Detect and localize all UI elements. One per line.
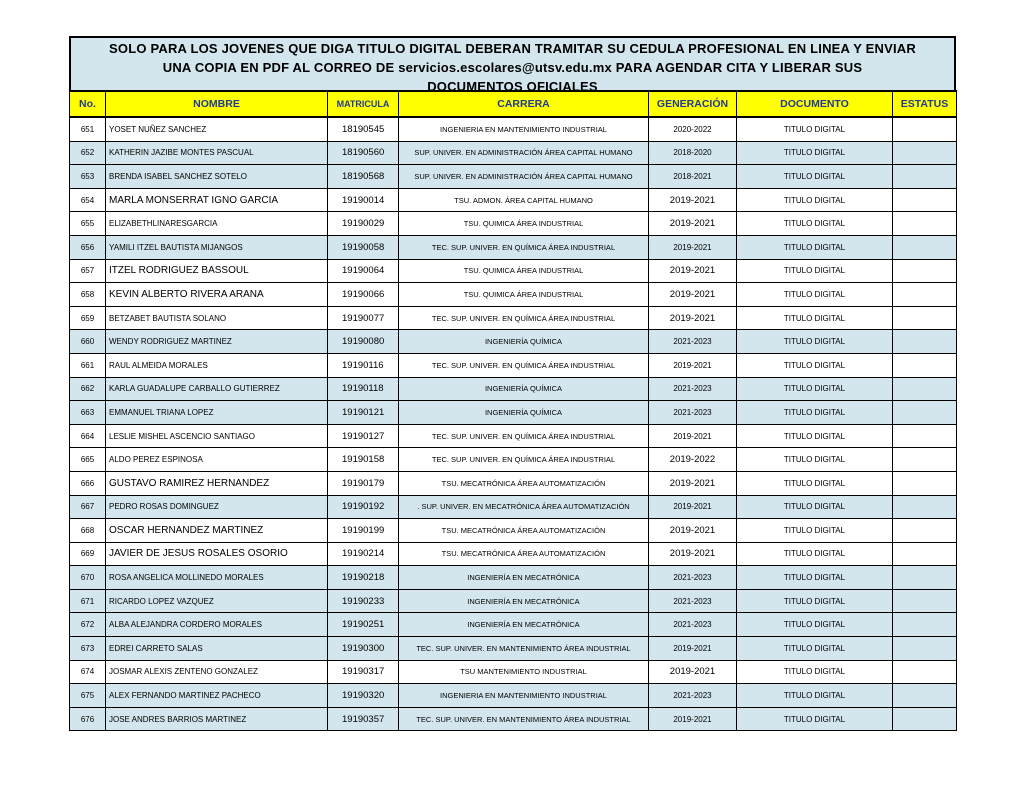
cell-matricula: 19190179 [328,471,399,495]
cell-carrera: TSU. QUIMICA ÁREA INDUSTRIAL [399,259,649,283]
cell-generacion: 2019-2021 [649,283,737,307]
notice-line-3: DOCUMENTOS OFICIALES [427,79,598,90]
cell-documento: TITULO DIGITAL [737,471,893,495]
cell-no: 655 [70,212,106,236]
table-row [70,707,957,731]
table-row [70,188,957,212]
cell-carrera: TSU. QUIMICA ÁREA INDUSTRIAL [399,212,649,236]
cell-documento: TITULO DIGITAL [737,401,893,425]
cell-matricula: 19190118 [328,377,399,401]
cell-carrera: INGENIERÍA EN MECATRÓNICA [399,566,649,590]
cell-nombre: RAUL ALMEIDA MORALES [106,353,328,377]
cell-generacion: 2019-2021 [649,519,737,543]
cell-carrera: TEC. SUP. UNIVER. EN QUÍMICA ÁREA INDUSTRIAL [399,353,649,377]
cell-documento: TITULO DIGITAL [737,306,893,330]
cell-nombre: ROSA ANGELICA MOLLINEDO MORALES [106,566,328,590]
cell-no: 671 [70,589,106,613]
cell-estatus [893,542,957,566]
cell-documento: TITULO DIGITAL [737,117,893,141]
cell-matricula: 19190317 [328,660,399,684]
cell-estatus [893,637,957,661]
table-row [70,259,957,283]
cell-documento: TITULO DIGITAL [737,566,893,590]
cell-documento: TITULO DIGITAL [737,212,893,236]
cell-nombre: BETZABET BAUTISTA SOLANO [106,306,328,330]
table-row [70,660,957,684]
table-row [70,566,957,590]
cell-matricula: 19190064 [328,259,399,283]
cell-generacion: 2019-2021 [649,424,737,448]
cell-matricula: 19190233 [328,589,399,613]
table-row [70,212,957,236]
notice-banner [69,36,956,90]
cell-no: 664 [70,424,106,448]
cell-nombre: YAMILI ITZEL BAUTISTA MIJANGOS [106,235,328,259]
cell-no: 673 [70,637,106,661]
table-row [70,519,957,543]
cell-documento: TITULO DIGITAL [737,377,893,401]
cell-generacion: 2019-2021 [649,707,737,731]
cell-generacion: 2019-2021 [649,235,737,259]
table-row [70,283,957,307]
cell-matricula: 19190251 [328,613,399,637]
table-row [70,589,957,613]
cell-generacion: 2019-2021 [649,259,737,283]
cell-carrera: . SUP. UNIVER. EN MECATRÓNICA ÁREA AUTOMATIZACIÓN [399,495,649,519]
cell-no: 656 [70,235,106,259]
cell-documento: TITULO DIGITAL [737,707,893,731]
cell-estatus [893,589,957,613]
cell-no: 653 [70,165,106,189]
header-matricula: MATRICULA [328,91,399,117]
cell-generacion: 2019-2021 [649,637,737,661]
cell-estatus [893,259,957,283]
cell-carrera: TSU. MECATRÓNICA ÁREA AUTOMATIZACIÓN [399,471,649,495]
cell-carrera: TEC. SUP. UNIVER. EN QUÍMICA ÁREA INDUSTRIAL [399,235,649,259]
table-row [70,117,957,141]
cell-no: 662 [70,377,106,401]
cell-carrera: INGENIERIA EN MANTENIMIENTO INDUSTRIAL [399,117,649,141]
cell-generacion: 2021-2023 [649,613,737,637]
cell-estatus [893,495,957,519]
cell-generacion: 2019-2021 [649,306,737,330]
cell-matricula: 18190560 [328,141,399,165]
cell-generacion: 2019-2021 [649,188,737,212]
cell-nombre: GUSTAVO RAMIREZ HERNANDEZ [106,471,328,495]
cell-generacion: 2021-2023 [649,589,737,613]
cell-estatus [893,306,957,330]
cell-documento: TITULO DIGITAL [737,353,893,377]
table-row [70,353,957,377]
cell-estatus [893,566,957,590]
cell-estatus [893,165,957,189]
cell-no: 674 [70,660,106,684]
table-body [70,117,957,731]
cell-no: 652 [70,141,106,165]
table-row [70,235,957,259]
cell-nombre: PEDRO ROSAS DOMINGUEZ [106,495,328,519]
document-sheet [69,36,956,731]
cell-no: 651 [70,117,106,141]
cell-carrera: TEC. SUP. UNIVER. EN QUÍMICA ÁREA INDUSTRIAL [399,424,649,448]
students-table [69,90,957,731]
table-row [70,471,957,495]
cell-matricula: 19190357 [328,707,399,731]
cell-no: 675 [70,684,106,708]
cell-estatus [893,471,957,495]
cell-generacion: 2021-2023 [649,401,737,425]
cell-generacion: 2019-2021 [649,471,737,495]
cell-no: 663 [70,401,106,425]
cell-nombre: RICARDO LOPEZ VAZQUEZ [106,589,328,613]
table-row [70,613,957,637]
cell-estatus [893,660,957,684]
cell-documento: TITULO DIGITAL [737,589,893,613]
cell-documento: TITULO DIGITAL [737,637,893,661]
cell-no: 665 [70,448,106,472]
cell-no: 667 [70,495,106,519]
cell-nombre: MARLA MONSERRAT IGNO GARCIA [106,188,328,212]
cell-generacion: 2019-2021 [649,353,737,377]
table-row [70,401,957,425]
cell-no: 657 [70,259,106,283]
cell-documento: TITULO DIGITAL [737,283,893,307]
cell-matricula: 19190320 [328,684,399,708]
cell-carrera: SUP. UNIVER. EN ADMINISTRACIÓN ÁREA CAPITAL HUMANO [399,141,649,165]
cell-matricula: 18190568 [328,165,399,189]
cell-carrera: TSU. MECATRÓNICA ÁREA AUTOMATIZACIÓN [399,519,649,543]
cell-generacion: 2018-2020 [649,141,737,165]
cell-estatus [893,141,957,165]
cell-matricula: 19190158 [328,448,399,472]
cell-matricula: 19190214 [328,542,399,566]
cell-generacion: 2020-2022 [649,117,737,141]
cell-nombre: ALEX FERNANDO MARTINEZ PACHECO [106,684,328,708]
table-row [70,542,957,566]
cell-carrera: INGENIERÍA EN MECATRÓNICA [399,589,649,613]
cell-no: 659 [70,306,106,330]
table-row [70,377,957,401]
header-documento: DOCUMENTO [737,91,893,117]
cell-no: 668 [70,519,106,543]
cell-documento: TITULO DIGITAL [737,495,893,519]
cell-matricula: 18190545 [328,117,399,141]
cell-generacion: 2021-2023 [649,566,737,590]
cell-matricula: 19190077 [328,306,399,330]
cell-carrera: INGENIERÍA QUÍMICA [399,377,649,401]
cell-generacion: 2019-2021 [649,660,737,684]
cell-estatus [893,424,957,448]
cell-nombre: KARLA GUADALUPE CARBALLO GUTIERREZ [106,377,328,401]
cell-matricula: 19190058 [328,235,399,259]
cell-carrera: TSU MANTENIMIENTO INDUSTRIAL [399,660,649,684]
cell-estatus [893,613,957,637]
cell-nombre: JAVIER DE JESUS ROSALES OSORIO [106,542,328,566]
cell-nombre: WENDY RODRIGUEZ MARTINEZ [106,330,328,354]
cell-no: 661 [70,353,106,377]
cell-estatus [893,377,957,401]
cell-documento: TITULO DIGITAL [737,613,893,637]
cell-nombre: ALDO PEREZ ESPINOSA [106,448,328,472]
table-row [70,306,957,330]
cell-estatus [893,117,957,141]
cell-documento: TITULO DIGITAL [737,519,893,543]
cell-documento: TITULO DIGITAL [737,424,893,448]
cell-matricula: 19190080 [328,330,399,354]
cell-no: 669 [70,542,106,566]
cell-no: 670 [70,566,106,590]
cell-nombre: JOSMAR ALEXIS ZENTENO GONZALEZ [106,660,328,684]
cell-estatus [893,188,957,212]
cell-carrera: TEC. SUP. UNIVER. EN MANTENIMIENTO ÁREA INDUSTRIAL [399,707,649,731]
cell-carrera: TEC. SUP. UNIVER. EN QUÍMICA ÁREA INDUSTRIAL [399,306,649,330]
cell-nombre: EMMANUEL TRIANA LOPEZ [106,401,328,425]
cell-carrera: INGENIERÍA EN MECATRÓNICA [399,613,649,637]
header-generacion: GENERACIÓN [649,91,737,117]
cell-documento: TITULO DIGITAL [737,141,893,165]
notice-line-2: UNA COPIA EN PDF AL CORREO DE servicios.escolares@utsv.edu.mx PARA AGENDAR CITA Y LIBERAR SUS [162,60,863,75]
header-estatus: ESTATUS [893,91,957,117]
cell-documento: TITULO DIGITAL [737,188,893,212]
cell-generacion: 2021-2023 [649,330,737,354]
cell-documento: TITULO DIGITAL [737,165,893,189]
cell-no: 672 [70,613,106,637]
cell-generacion: 2019-2021 [649,542,737,566]
cell-nombre: ITZEL RODRIGUEZ BASSOUL [106,259,328,283]
cell-matricula: 19190199 [328,519,399,543]
cell-carrera: TSU. ADMON. ÁREA CAPITAL HUMANO [399,188,649,212]
cell-no: 658 [70,283,106,307]
cell-matricula: 19190029 [328,212,399,236]
cell-matricula: 19190300 [328,637,399,661]
notice-line-1: SOLO PARA LOS JOVENES QUE DIGA TITULO DIGITAL DEBERAN TRAMITAR SU CEDULA PROFESIONAL EN LINEA Y ENVIAR [109,41,916,56]
cell-estatus [893,235,957,259]
cell-estatus [893,330,957,354]
table-row [70,637,957,661]
cell-no: 654 [70,188,106,212]
cell-generacion: 2018-2021 [649,165,737,189]
cell-no: 660 [70,330,106,354]
cell-documento: TITULO DIGITAL [737,330,893,354]
cell-estatus [893,401,957,425]
cell-nombre: EDREI CARRETO SALAS [106,637,328,661]
cell-documento: TITULO DIGITAL [737,235,893,259]
cell-matricula: 19190121 [328,401,399,425]
cell-carrera: INGENIERÍA QUÍMICA [399,401,649,425]
table-row [70,424,957,448]
cell-carrera: TSU. MECATRÓNICA ÁREA AUTOMATIZACIÓN [399,542,649,566]
header-no: No. [70,91,106,117]
cell-no: 676 [70,707,106,731]
cell-generacion: 2021-2023 [649,377,737,401]
cell-estatus [893,353,957,377]
cell-carrera: INGENIERIA EN MANTENIMIENTO INDUSTRIAL [399,684,649,708]
cell-nombre: OSCAR HERNANDEZ MARTINEZ [106,519,328,543]
cell-estatus [893,448,957,472]
table-row [70,330,957,354]
cell-matricula: 19190116 [328,353,399,377]
cell-matricula: 19190218 [328,566,399,590]
cell-carrera: SUP. UNIVER. EN ADMINISTRACIÓN ÁREA CAPITAL HUMANO [399,165,649,189]
cell-generacion: 2019-2022 [649,448,737,472]
cell-generacion: 2019-2021 [649,495,737,519]
table-row [70,165,957,189]
table-row [70,684,957,708]
cell-carrera: INGENIERÍA QUÍMICA [399,330,649,354]
cell-matricula: 19190127 [328,424,399,448]
cell-nombre: BRENDA ISABEL SANCHEZ SOTELO [106,165,328,189]
table-header-row [70,91,957,117]
cell-documento: TITULO DIGITAL [737,660,893,684]
cell-matricula: 19190192 [328,495,399,519]
cell-nombre: KEVIN ALBERTO RIVERA ARANA [106,283,328,307]
cell-no: 666 [70,471,106,495]
cell-documento: TITULO DIGITAL [737,542,893,566]
cell-documento: TITULO DIGITAL [737,684,893,708]
cell-estatus [893,707,957,731]
cell-matricula: 19190014 [328,188,399,212]
cell-documento: TITULO DIGITAL [737,448,893,472]
header-nombre: NOMBRE [106,91,328,117]
cell-nombre: JOSE ANDRES BARRIOS MARTINEZ [106,707,328,731]
cell-generacion: 2019-2021 [649,212,737,236]
cell-estatus [893,684,957,708]
cell-estatus [893,283,957,307]
table-row [70,448,957,472]
header-carrera: CARRERA [399,91,649,117]
cell-nombre: ELIZABETHLINARESGARCIA [106,212,328,236]
cell-nombre: ALBA ALEJANDRA CORDERO MORALES [106,613,328,637]
cell-nombre: YOSET NUÑEZ SANCHEZ [106,117,328,141]
cell-carrera: TEC. SUP. UNIVER. EN QUÍMICA ÁREA INDUSTRIAL [399,448,649,472]
table-row [70,495,957,519]
cell-nombre: KATHERIN JAZIBE MONTES PASCUAL [106,141,328,165]
cell-matricula: 19190066 [328,283,399,307]
cell-estatus [893,212,957,236]
cell-documento: TITULO DIGITAL [737,259,893,283]
cell-generacion: 2021-2023 [649,684,737,708]
cell-carrera: TSU. QUIMICA ÁREA INDUSTRIAL [399,283,649,307]
table-row [70,141,957,165]
cell-nombre: LESLIE MISHEL ASCENCIO SANTIAGO [106,424,328,448]
cell-carrera: TEC. SUP. UNIVER. EN MANTENIMIENTO ÁREA INDUSTRIAL [399,637,649,661]
cell-estatus [893,519,957,543]
